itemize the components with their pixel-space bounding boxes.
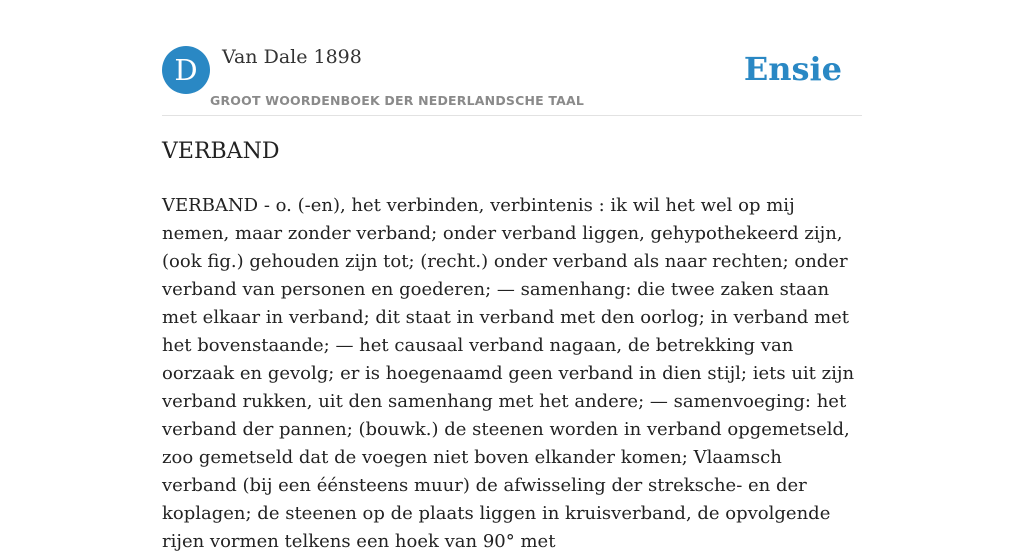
- brand-logo[interactable]: Ensie: [743, 50, 842, 88]
- header-divider: [162, 115, 862, 116]
- entry-definition: VERBAND - o. (-en), het verbinden, verbintenis : ik wil het wel op mij nemen, maar zonder verband; onder verband liggen, gehypothekeerd zijn, (ook fig.) gehouden zijn tot; (recht.) onder verband als naar rechten; onder verband van personen en goederen; — samenhang: die twee zaken staan met elkaar in verband; dit staat in verband met den oorlog; in verband met het bovenstaande; — het causaal verband nagaan, de betrekking van oorzaak en gevolg; er is hoegenaamd geen verband in dien stijl; iets uit zijn verband rukken, uit den samenhang met het andere; — samenvoeging: het verband der pannen; (bouwk.) de steenen worden in verband opgemetseld, zoo gemetseld dat de voegen niet boven elkander komen; Vlaamsch verband (bij een éénsteens muur) de afwisseling der streksche- en der koplagen; de steenen op de plaats liggen in kruisverband, de opvolgende rijen vormen telkens een hoek van 90° met: [162, 195, 855, 552]
- entry-headword: VERBAND: [162, 139, 280, 164]
- source-subtitle: GROOT WOORDENBOEK DER NEDERLANDSCHE TAAL: [210, 93, 585, 108]
- source-title[interactable]: Van Dale 1898: [222, 46, 362, 68]
- source-logo[interactable]: D: [162, 46, 210, 94]
- source-header: [162, 46, 862, 116]
